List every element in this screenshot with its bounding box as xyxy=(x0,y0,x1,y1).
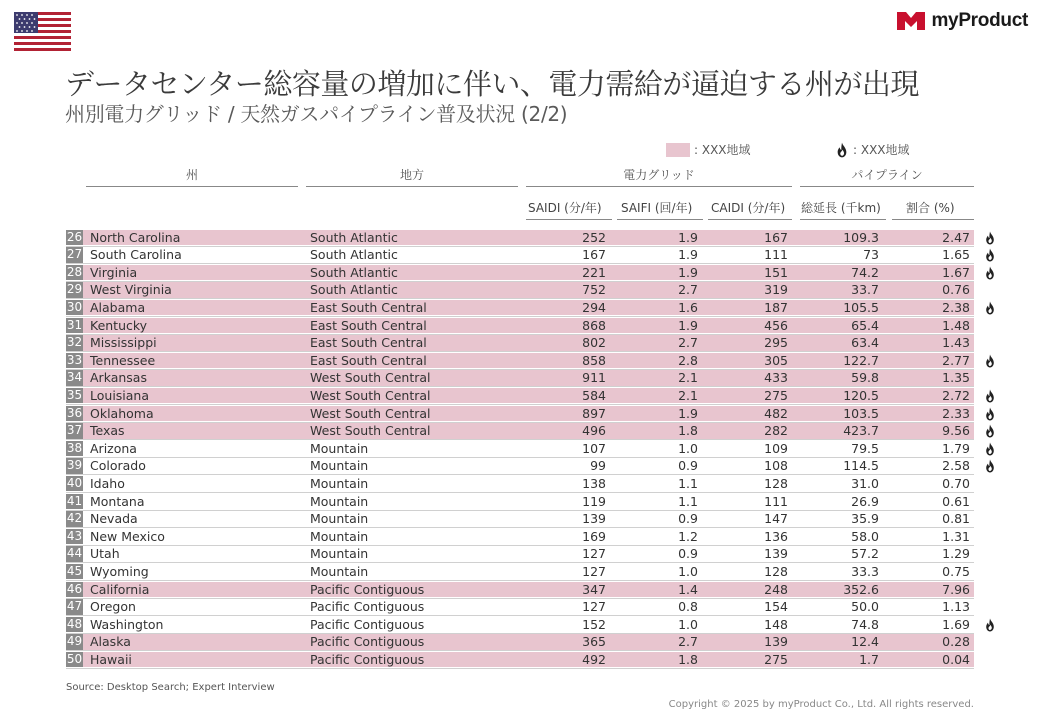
cell-caidi: 154 xyxy=(764,599,788,615)
cell-saidi: 119 xyxy=(582,493,606,509)
flame-icon xyxy=(835,142,849,158)
cell-caidi: 482 xyxy=(764,405,788,421)
cell-length: 120.5 xyxy=(843,387,879,403)
cell-state: Washington xyxy=(90,616,164,632)
table-row xyxy=(66,247,974,263)
cell-length: 114.5 xyxy=(843,458,879,474)
cell-region: West South Central xyxy=(310,370,431,386)
cell-region: Mountain xyxy=(310,563,369,579)
cell-saifi: 2.7 xyxy=(678,335,698,351)
cell-region: East South Central xyxy=(310,352,427,368)
table-row xyxy=(66,599,974,615)
flame-icon xyxy=(984,407,996,421)
cell-ratio: 1.48 xyxy=(942,317,970,333)
cell-ratio: 0.61 xyxy=(942,493,970,509)
cell-region: Pacific Contiguous xyxy=(310,634,425,650)
logo-text: myProduct xyxy=(931,10,1028,31)
cell-region: West South Central xyxy=(310,423,431,439)
cell-caidi: 275 xyxy=(764,387,788,403)
cell-ratio: 7.96 xyxy=(942,581,970,597)
cell-ratio: 0.76 xyxy=(942,282,970,298)
table-row xyxy=(66,370,974,386)
row-number-badge: 47 xyxy=(66,599,83,614)
row-number-badge: 41 xyxy=(66,493,83,508)
cell-region: South Atlantic xyxy=(310,247,398,263)
cell-saidi: 802 xyxy=(582,335,606,351)
cell-ratio: 0.75 xyxy=(942,563,970,579)
row-number-badge: 48 xyxy=(66,616,83,631)
cell-ratio: 1.79 xyxy=(942,440,970,456)
cell-region: Mountain xyxy=(310,528,369,544)
cell-ratio: 2.77 xyxy=(942,352,970,368)
table-row xyxy=(66,335,974,351)
cell-length: 33.7 xyxy=(851,282,879,298)
cell-caidi: 109 xyxy=(764,440,788,456)
cell-region: Mountain xyxy=(310,475,369,491)
cell-saifi: 1.0 xyxy=(678,616,698,632)
header-underline xyxy=(708,219,792,220)
cell-state: Wyoming xyxy=(90,563,149,579)
cell-ratio: 9.56 xyxy=(942,423,970,439)
header-length: 総延長 (千km) xyxy=(801,201,881,215)
cell-caidi: 282 xyxy=(764,423,788,439)
table-row xyxy=(66,406,974,422)
row-number-badge: 33 xyxy=(66,352,83,367)
row-number-badge: 39 xyxy=(66,458,83,473)
flame-icon xyxy=(984,618,996,632)
cell-saifi: 0.9 xyxy=(678,458,698,474)
table-row xyxy=(66,265,974,281)
cell-state: South Carolina xyxy=(90,247,182,263)
cell-state: Arizona xyxy=(90,440,137,456)
table-row xyxy=(66,582,974,598)
cell-state: West Virginia xyxy=(90,282,172,298)
row-number-badge: 35 xyxy=(66,387,83,402)
cell-length: 57.2 xyxy=(851,546,879,562)
header-ratio: 割合 (%) xyxy=(906,201,955,215)
row-number-badge: 37 xyxy=(66,423,83,438)
cell-length: 63.4 xyxy=(851,335,879,351)
cell-length: 59.8 xyxy=(851,370,879,386)
cell-saidi: 752 xyxy=(582,282,606,298)
cell-ratio: 1.31 xyxy=(942,528,970,544)
cell-caidi: 275 xyxy=(764,651,788,667)
row-number-badge: 38 xyxy=(66,440,83,455)
header-pipeline: パイプライン xyxy=(800,166,974,187)
cell-ratio: 1.69 xyxy=(942,616,970,632)
row-number-badge: 49 xyxy=(66,634,83,649)
cell-state: Oregon xyxy=(90,599,136,615)
cell-ratio: 1.43 xyxy=(942,335,970,351)
cell-length: 31.0 xyxy=(851,475,879,491)
cell-saidi: 492 xyxy=(582,651,606,667)
cell-ratio: 2.58 xyxy=(942,458,970,474)
cell-caidi: 151 xyxy=(764,264,788,280)
cell-state: Mississippi xyxy=(90,335,157,351)
cell-saidi: 858 xyxy=(582,352,606,368)
cell-state: Arkansas xyxy=(90,370,147,386)
cell-saifi: 1.0 xyxy=(678,563,698,579)
cell-saifi: 2.1 xyxy=(678,370,698,386)
cell-saifi: 1.1 xyxy=(678,493,698,509)
cell-region: East South Central xyxy=(310,299,427,315)
flame-icon xyxy=(984,266,996,280)
table-row xyxy=(66,318,974,334)
cell-region: Pacific Contiguous xyxy=(310,616,425,632)
cell-saidi: 167 xyxy=(582,247,606,263)
cell-saidi: 868 xyxy=(582,317,606,333)
cell-state: Kentucky xyxy=(90,317,148,333)
table-row xyxy=(66,388,974,404)
legend-highlight xyxy=(666,141,751,158)
cell-state: Texas xyxy=(90,423,125,439)
cell-saidi: 221 xyxy=(582,264,606,280)
cell-caidi: 147 xyxy=(764,511,788,527)
cell-saidi: 347 xyxy=(582,581,606,597)
cell-saifi: 0.8 xyxy=(678,599,698,615)
cell-saidi: 99 xyxy=(590,458,606,474)
cell-caidi: 108 xyxy=(764,458,788,474)
cell-ratio: 1.67 xyxy=(942,264,970,280)
cell-saifi: 1.0 xyxy=(678,440,698,456)
row-number-badge: 36 xyxy=(66,405,83,420)
cell-length: 105.5 xyxy=(843,299,879,315)
header-saifi: SAIFI (回/年) xyxy=(621,201,693,215)
flame-icon xyxy=(984,248,996,262)
cell-saifi: 2.7 xyxy=(678,634,698,650)
cell-saifi: 1.8 xyxy=(678,651,698,667)
header-grid: 電力グリッド xyxy=(526,166,792,187)
cell-caidi: 128 xyxy=(764,475,788,491)
cell-ratio: 0.28 xyxy=(942,634,970,650)
cell-caidi: 111 xyxy=(764,247,788,263)
cell-caidi: 433 xyxy=(764,370,788,386)
table-row xyxy=(66,617,974,633)
cell-saidi: 138 xyxy=(582,475,606,491)
legend-flame xyxy=(835,141,910,158)
cell-saidi: 127 xyxy=(582,599,606,615)
cell-caidi: 139 xyxy=(764,634,788,650)
cell-ratio: 0.70 xyxy=(942,475,970,491)
cell-saidi: 584 xyxy=(582,387,606,403)
table-row xyxy=(66,441,974,457)
cell-caidi: 187 xyxy=(764,299,788,315)
cell-state: Alabama xyxy=(90,299,146,315)
row-number-badge: 42 xyxy=(66,511,83,526)
cell-length: 109.3 xyxy=(843,229,879,245)
table-row xyxy=(66,230,974,246)
table-row xyxy=(66,494,974,510)
cell-saidi: 897 xyxy=(582,405,606,421)
cell-region: Pacific Contiguous xyxy=(310,651,425,667)
cell-saifi: 2.7 xyxy=(678,282,698,298)
cell-ratio: 2.72 xyxy=(942,387,970,403)
cell-length: 122.7 xyxy=(843,352,879,368)
cell-region: Mountain xyxy=(310,546,369,562)
cell-saidi: 294 xyxy=(582,299,606,315)
cell-saidi: 252 xyxy=(582,229,606,245)
header-underline xyxy=(617,219,703,220)
flame-icon xyxy=(984,442,996,456)
table-row xyxy=(66,282,974,298)
row-number-badge: 28 xyxy=(66,264,83,279)
cell-saifi: 0.9 xyxy=(678,546,698,562)
cell-saifi: 1.6 xyxy=(678,299,698,315)
us-flag-icon xyxy=(14,12,71,51)
logo-mark-icon xyxy=(897,12,925,30)
table-row xyxy=(66,652,974,668)
row-number-badge: 45 xyxy=(66,563,83,578)
page-title: データセンター総容量の増加に伴い、電力需給が逼迫する州が出現 xyxy=(65,67,919,101)
cell-state: Colorado xyxy=(90,458,146,474)
row-separator xyxy=(66,668,974,669)
table-row xyxy=(66,423,974,439)
cell-length: 103.5 xyxy=(843,405,879,421)
cell-state: Utah xyxy=(90,546,120,562)
row-number-badge: 43 xyxy=(66,528,83,543)
cell-state: Oklahoma xyxy=(90,405,154,421)
cell-caidi: 167 xyxy=(764,229,788,245)
header-underline xyxy=(800,219,886,220)
cell-saifi: 1.4 xyxy=(678,581,698,597)
cell-ratio: 0.81 xyxy=(942,511,970,527)
legend-flame-label: : XXX地域 xyxy=(853,143,910,157)
cell-saidi: 365 xyxy=(582,634,606,650)
table-row xyxy=(66,476,974,492)
cell-length: 26.9 xyxy=(851,493,879,509)
cell-saidi: 127 xyxy=(582,563,606,579)
cell-ratio: 1.65 xyxy=(942,247,970,263)
cell-state: Louisiana xyxy=(90,387,150,403)
cell-length: 73 xyxy=(863,247,879,263)
row-number-badge: 44 xyxy=(66,546,83,561)
cell-length: 12.4 xyxy=(851,634,879,650)
cell-state: North Carolina xyxy=(90,229,181,245)
flame-icon xyxy=(984,354,996,368)
cell-caidi: 319 xyxy=(764,282,788,298)
cell-saidi: 496 xyxy=(582,423,606,439)
cell-ratio: 1.29 xyxy=(942,546,970,562)
cell-region: South Atlantic xyxy=(310,264,398,280)
cell-length: 74.2 xyxy=(851,264,879,280)
header-state: 州 xyxy=(86,166,298,187)
row-number-badge: 26 xyxy=(66,229,83,244)
cell-saifi: 1.9 xyxy=(678,264,698,280)
table-row xyxy=(66,353,974,369)
cell-saidi: 169 xyxy=(582,528,606,544)
cell-length: 352.6 xyxy=(843,581,879,597)
cell-ratio: 2.47 xyxy=(942,229,970,245)
cell-saifi: 1.1 xyxy=(678,475,698,491)
cell-region: Pacific Contiguous xyxy=(310,581,425,597)
row-number-badge: 29 xyxy=(66,282,83,297)
flame-icon xyxy=(984,301,996,315)
page-subtitle: 州別電力グリッド / 天然ガスパイプライン普及状況 (2/2) xyxy=(65,102,568,126)
source-note: Source: Desktop Search; Expert Interview xyxy=(66,682,275,693)
cell-saifi: 1.9 xyxy=(678,317,698,333)
cell-region: West South Central xyxy=(310,387,431,403)
table-row xyxy=(66,529,974,545)
cell-region: Mountain xyxy=(310,458,369,474)
flame-icon xyxy=(984,459,996,473)
cell-saifi: 1.2 xyxy=(678,528,698,544)
cell-caidi: 148 xyxy=(764,616,788,632)
cell-saidi: 127 xyxy=(582,546,606,562)
cell-region: South Atlantic xyxy=(310,282,398,298)
header-underline xyxy=(892,219,974,220)
cell-caidi: 295 xyxy=(764,335,788,351)
cell-saidi: 152 xyxy=(582,616,606,632)
table-row xyxy=(66,564,974,580)
cell-ratio: 1.13 xyxy=(942,599,970,615)
cell-saidi: 139 xyxy=(582,511,606,527)
cell-saifi: 1.9 xyxy=(678,229,698,245)
flame-icon xyxy=(984,389,996,403)
cell-saidi: 107 xyxy=(582,440,606,456)
cell-region: East South Central xyxy=(310,335,427,351)
row-number-badge: 34 xyxy=(66,370,83,385)
cell-length: 1.7 xyxy=(859,651,879,667)
cell-region: Pacific Contiguous xyxy=(310,599,425,615)
cell-state: Tennessee xyxy=(90,352,156,368)
cell-state: Idaho xyxy=(90,475,125,491)
cell-region: East South Central xyxy=(310,317,427,333)
cell-saifi: 0.9 xyxy=(678,511,698,527)
cell-region: Mountain xyxy=(310,493,369,509)
cell-region: Mountain xyxy=(310,440,369,456)
row-number-badge: 40 xyxy=(66,475,83,490)
cell-state: California xyxy=(90,581,150,597)
cell-caidi: 456 xyxy=(764,317,788,333)
cell-state: Nevada xyxy=(90,511,138,527)
cell-saifi: 1.9 xyxy=(678,405,698,421)
cell-saifi: 2.1 xyxy=(678,387,698,403)
row-number-badge: 32 xyxy=(66,335,83,350)
cell-ratio: 2.33 xyxy=(942,405,970,421)
brand-logo xyxy=(897,10,1028,32)
cell-length: 35.9 xyxy=(851,511,879,527)
table-row xyxy=(66,511,974,527)
flame-icon xyxy=(984,424,996,438)
cell-length: 33.3 xyxy=(851,563,879,579)
row-number-badge: 50 xyxy=(66,651,83,666)
cell-state: Alaska xyxy=(90,634,131,650)
cell-length: 65.4 xyxy=(851,317,879,333)
cell-state: Virginia xyxy=(90,264,138,280)
cell-length: 423.7 xyxy=(843,423,879,439)
header-caidi: CAIDI (分/年) xyxy=(711,201,786,215)
cell-state: New Mexico xyxy=(90,528,165,544)
cell-saifi: 2.8 xyxy=(678,352,698,368)
cell-saifi: 1.8 xyxy=(678,423,698,439)
row-number-badge: 27 xyxy=(66,247,83,262)
header-region: 地方 xyxy=(306,166,518,187)
cell-length: 74.8 xyxy=(851,616,879,632)
cell-caidi: 128 xyxy=(764,563,788,579)
cell-length: 50.0 xyxy=(851,599,879,615)
cell-region: South Atlantic xyxy=(310,229,398,245)
table-row xyxy=(66,546,974,562)
row-number-badge: 30 xyxy=(66,299,83,314)
copyright: Copyright © 2025 by myProduct Co., Ltd. All rights reserved. xyxy=(668,699,974,710)
cell-region: West South Central xyxy=(310,405,431,421)
row-number-badge: 31 xyxy=(66,317,83,332)
cell-caidi: 248 xyxy=(764,581,788,597)
legend-highlight-label: : XXX地域 xyxy=(694,143,751,157)
header-saidi: SAIDI (分/年) xyxy=(528,201,602,215)
table-row xyxy=(66,458,974,474)
row-number-badge: 46 xyxy=(66,581,83,596)
cell-ratio: 0.04 xyxy=(942,651,970,667)
cell-ratio: 2.38 xyxy=(942,299,970,315)
cell-length: 58.0 xyxy=(851,528,879,544)
header-underline xyxy=(526,219,612,220)
cell-saidi: 911 xyxy=(582,370,606,386)
table-row xyxy=(66,634,974,650)
table-row xyxy=(66,300,974,316)
cell-caidi: 139 xyxy=(764,546,788,562)
cell-state: Hawaii xyxy=(90,651,132,667)
cell-ratio: 1.35 xyxy=(942,370,970,386)
cell-region: Mountain xyxy=(310,511,369,527)
flame-icon xyxy=(984,231,996,245)
cell-saifi: 1.9 xyxy=(678,247,698,263)
cell-caidi: 136 xyxy=(764,528,788,544)
cell-caidi: 111 xyxy=(764,493,788,509)
cell-state: Montana xyxy=(90,493,145,509)
cell-caidi: 305 xyxy=(764,352,788,368)
legend-swatch xyxy=(666,143,690,157)
cell-length: 79.5 xyxy=(851,440,879,456)
